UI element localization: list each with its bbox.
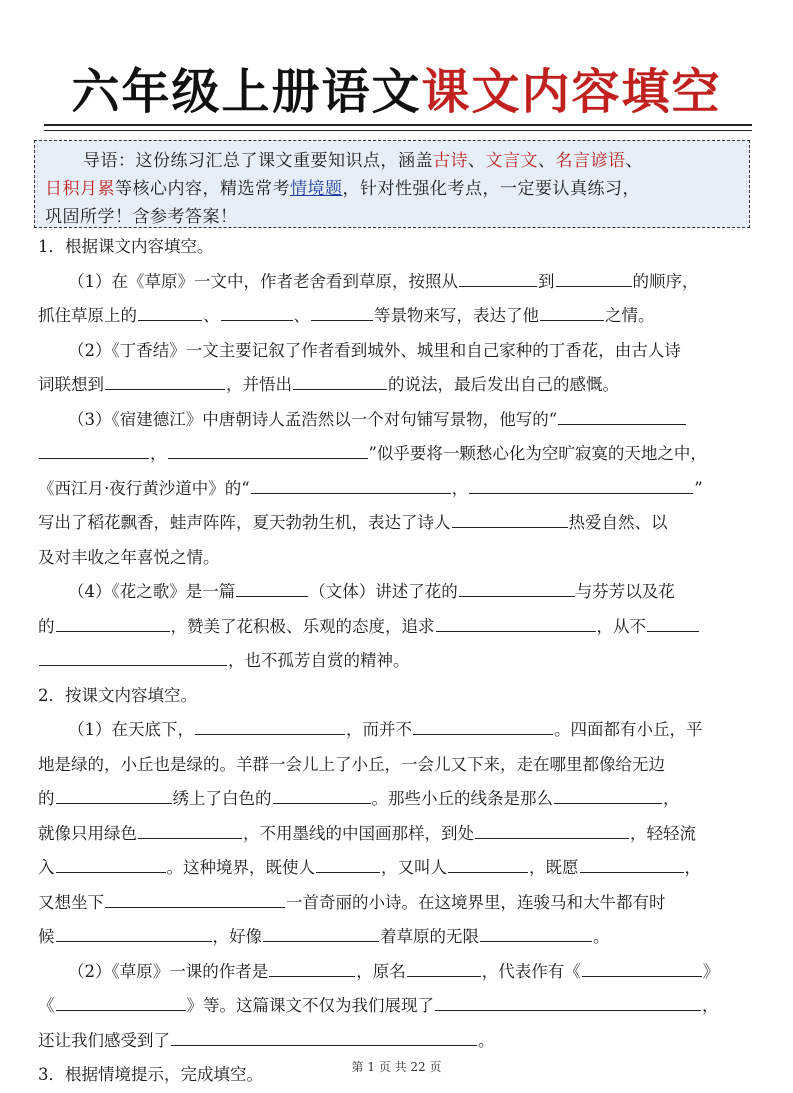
text: 的顺序， (632, 271, 699, 291)
text: ，从不 (596, 616, 646, 636)
blank[interactable] (138, 818, 242, 839)
text: 。那些小丘的线条是那么 (371, 789, 553, 808)
keyword-classical-chinese: 文言文 (485, 151, 538, 171)
q1-1-line-1 (38, 265, 756, 300)
intro-text: 巩固所学！含参考答案！ (45, 207, 238, 227)
q2-1-line-7 (38, 920, 756, 955)
blank[interactable] (236, 576, 308, 597)
title-part-1: 六年级上册语文 (71, 64, 422, 120)
blank[interactable] (459, 576, 575, 597)
blank[interactable] (436, 611, 596, 632)
intro-text: 导语：这份练习汇总了课文重要知识点，涵盖 (83, 151, 433, 171)
blank[interactable] (39, 438, 149, 459)
text: 《 (38, 996, 55, 1015)
blank[interactable] (407, 956, 481, 977)
q1-4-line-2 (38, 610, 756, 645)
blank[interactable] (413, 714, 553, 735)
keyword-situational-questions: 情境题 (290, 179, 343, 199)
blank[interactable] (540, 300, 604, 321)
q2-1-line-4 (38, 817, 756, 852)
intro-text: 、 (625, 151, 643, 171)
blank[interactable] (171, 1025, 477, 1046)
blank[interactable] (56, 783, 172, 804)
text: ，赞美了花积极、乐观的态度，追求 (170, 616, 435, 636)
text: 入 (38, 858, 55, 877)
q1-3-line-5: 及对丰收之年喜悦之情。 (38, 547, 220, 567)
intro-line-1 (45, 147, 741, 175)
intro-line-2 (45, 175, 741, 203)
intro-text: 、 (538, 151, 556, 171)
text: 等景物来写，表达了他 (374, 306, 539, 325)
text: （1）在天底下， (68, 720, 194, 739)
text: 》 (702, 961, 720, 981)
text: 与芬芳以及花 (575, 582, 675, 601)
title-part-2: 课文内容填空 (421, 64, 722, 120)
blank[interactable] (556, 266, 632, 287)
text: 还让我们感受到了 (38, 1030, 170, 1050)
q1-1-line-2 (38, 299, 756, 334)
blank[interactable] (269, 956, 355, 977)
blank[interactable] (311, 300, 373, 321)
blank[interactable] (316, 852, 380, 873)
q1-3-line-2 (38, 437, 756, 472)
blank[interactable] (251, 473, 451, 494)
blank[interactable] (105, 369, 225, 390)
q1-3-line-1 (38, 403, 756, 438)
blank[interactable] (580, 852, 684, 873)
blank[interactable] (558, 404, 686, 425)
text: ，轻轻流 (630, 823, 696, 843)
text: ，又叫人 (381, 858, 447, 877)
q1-4-line-3 (38, 644, 756, 679)
blank[interactable] (273, 783, 371, 804)
intro-text: 、 (468, 151, 486, 171)
blank[interactable] (469, 473, 693, 494)
text: 的说法，最后发出自己的感慨。 (388, 375, 619, 394)
text: 。 (593, 927, 610, 946)
text: 《西江月·夜行黄沙道中》的“ (38, 478, 250, 498)
text: 热爱自然、以 (568, 513, 668, 532)
text: 》等。这篇课文不仅为我们展现了 (186, 996, 434, 1015)
blank[interactable] (56, 921, 212, 942)
q2-2-line-1 (38, 955, 756, 990)
blank[interactable] (221, 300, 293, 321)
text: 词联想到 (38, 375, 104, 394)
keyword-daily-accumulation: 日积月累 (45, 179, 115, 199)
q2-1-line-1 (38, 713, 756, 748)
q2-2-line-3 (38, 1024, 756, 1059)
blank[interactable] (435, 990, 701, 1011)
q1-4-line-1 (38, 575, 756, 610)
text: （4）《花之歌》是一篇 (68, 582, 236, 601)
blank[interactable] (459, 266, 537, 287)
blank[interactable] (647, 611, 699, 632)
q1-2-line-2 (38, 368, 756, 403)
text: （文体）讲述了花的 (309, 582, 458, 601)
text: 写出了稻花飘香，蛙声阵阵，夏天勃勃生机，表达了诗人 (38, 513, 451, 532)
page-footer: 第 1 页 共 22 页 (351, 1060, 442, 1074)
keyword-proverbs: 名言谚语 (555, 151, 626, 171)
text: 到 (538, 271, 555, 291)
q1-3-line-4 (38, 506, 756, 541)
text: 着草原的无限 (380, 927, 479, 946)
text: 。这种境界，既使人 (166, 858, 315, 877)
blank[interactable] (138, 300, 202, 321)
blank[interactable] (105, 887, 285, 908)
blank[interactable] (480, 921, 592, 942)
q2-1-line-2: 地是绿的，小丘也是绿的。羊群一会儿上了小丘，一会儿又下来，走在哪里都像给无边 (38, 754, 665, 774)
text: 。四面都有小丘，平 (554, 720, 703, 739)
worksheet-content (38, 230, 756, 1093)
text: （2）《草原》一课的作者是 (68, 961, 269, 981)
blank[interactable] (554, 783, 662, 804)
text: ， (702, 996, 719, 1015)
blank[interactable] (195, 714, 345, 735)
title-rule-thick (44, 124, 752, 126)
text: ，不用墨线的中国画那样，到处 (243, 823, 474, 843)
text: ，既愿 (529, 858, 579, 877)
keyword-ancient-poems: 古诗 (433, 151, 468, 171)
blank[interactable] (293, 369, 387, 390)
q2-1-line-5 (38, 851, 756, 886)
q2-1-line-6 (38, 886, 756, 921)
question-2-heading: 2．按课文内容填空。 (38, 685, 197, 705)
intro-text: ，针对性强化考点，一定要认真练习， (342, 179, 640, 199)
text: ”似乎要将一颗愁心化为空旷寂寞的天地之中， (368, 444, 707, 463)
blank[interactable] (452, 507, 568, 528)
text: （3）《宿建德江》中唐朝诗人孟浩然以一个对句铺写景物，他写的“ (68, 409, 558, 429)
blank[interactable] (448, 852, 528, 873)
title-rule-thin (44, 130, 752, 131)
text: 。 (478, 1030, 495, 1050)
page-title (0, 60, 793, 124)
blank[interactable] (475, 818, 629, 839)
text: 一首奇丽的小诗。在这境界里，连骏马和大牛都有时 (286, 892, 666, 912)
blank[interactable] (582, 956, 702, 977)
q1-3-line-3 (38, 472, 756, 507)
text: 、 (203, 306, 220, 325)
blank[interactable] (168, 438, 368, 459)
text: ， (684, 858, 701, 877)
text: 绣上了白色的 (172, 789, 272, 808)
text: ，也不孤芳自赏的精神。 (228, 651, 410, 670)
text: 的 (38, 789, 55, 808)
blank[interactable] (56, 611, 170, 632)
text: ，代表作有《 (481, 961, 581, 981)
q1-2-line-1: （2）《丁香结》一文主要记叙了作者看到城外、城里和自己家种的丁香花，由古人诗 (68, 340, 681, 360)
text: 候 (38, 927, 55, 946)
q2-2-line-2 (38, 989, 756, 1024)
text: ，原名 (356, 961, 406, 981)
text: 的 (38, 616, 55, 636)
text: 就像只用绿色 (38, 823, 137, 843)
text: ， (150, 444, 167, 463)
text: 又想坐下 (38, 892, 104, 912)
intro-box (34, 140, 750, 228)
intro-text: 等核心内容，精选常考 (115, 179, 290, 199)
text: 抓住草原上的 (38, 306, 137, 325)
blank[interactable] (39, 645, 227, 666)
intro-line-3 (45, 203, 741, 231)
text: ， (663, 789, 680, 808)
text: ，而并不 (346, 720, 412, 739)
text: ，好像 (212, 927, 262, 946)
text: ，并悟出 (226, 375, 292, 394)
text: （1）在《草原》一文中，作者老舍看到草原，按照从 (68, 271, 458, 291)
text: 、 (293, 306, 310, 325)
blank[interactable] (56, 852, 166, 873)
blank[interactable] (56, 990, 186, 1011)
blank[interactable] (263, 921, 379, 942)
q2-1-line-3 (38, 782, 756, 817)
text: 之情。 (605, 306, 655, 325)
text: ， (451, 478, 469, 498)
question-1-heading: 1．根据课文内容填空。 (38, 237, 214, 256)
text: ” (694, 478, 703, 498)
question-3-heading: 3．根据情境提示，完成填空。 (38, 1065, 263, 1084)
